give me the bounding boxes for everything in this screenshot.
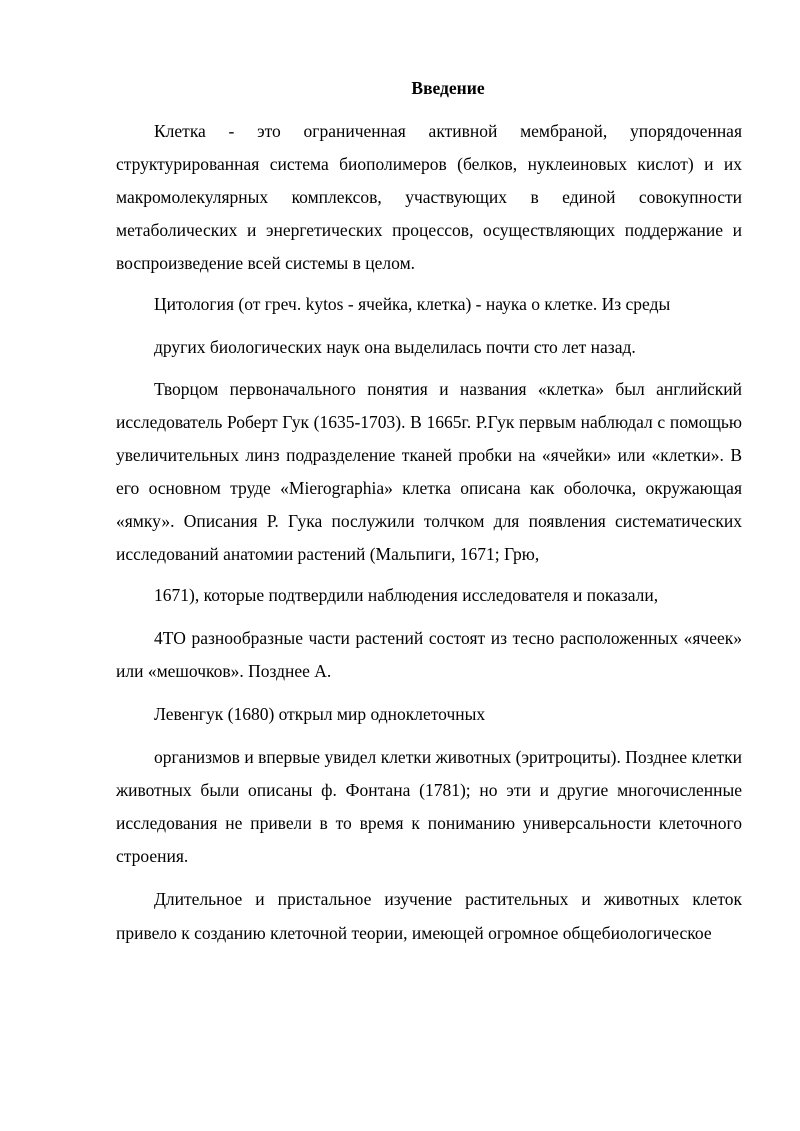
paragraph-animal-cells: организмов и впервые увидел клетки животных (эритроциты). Позднее клетки животных были описаны ф. Фонтана (1781); но эти и другие многочисленные исследования не привели в то время к пониманию универсальности клеточного строения. [116, 747, 742, 866]
paragraph-hooke: Творцом первоначального понятия и названия «клетка» был английский исследователь Роберт Гук (1635-1703). В 1665г. Р.Гук первым наблюдал с помощью увеличительных линз подразделение тканей пробки на «ячейки» или «клетки». В его основном труде «Mierographia» клетка описана как оболочка, окружающая «ямку». Описания Р. Гука послужили толчком для появления систематических исследований анатомии растений (Мальпиги, 1671; Грю, [116, 379, 742, 564]
paragraph-cytology-history: других биологических наук она выделилась почти сто лет назад. [154, 337, 636, 357]
paragraph-cytology-intro: Цитология (от греч. kytos - ячейка, клетка) - наука о клетке. Из среды [154, 294, 671, 314]
paragraph-plant-cells: 4ТО разнообразные части растений состоят из тесно расположенных «ячеек» или «мешочков». Позднее А. [116, 628, 742, 681]
paragraph-hooke-continued: 1671), которые подтвердили наблюдения исследователя и показали, [154, 585, 659, 605]
paragraph-cell-definition: Клетка - это ограниченная активной мембраной, упорядоченная структурированная система биополимеров (белков, нуклеиновых кислот) и их макромолекулярных комплексов, участвующих в единой совокупности метаболических и энергетических процессов, осуществляющих поддержание и воспроизведение всей системы в целом. [116, 121, 742, 273]
paragraph-leeuwenhoek: Левенгук (1680) открыл мир одноклеточных [154, 704, 486, 724]
paragraph-cell-theory: Длительное и пристальное изучение растительных и животных клеток привело к созданию клеточной теории, имеющей огромное общебиологическое [116, 889, 742, 943]
document-title: Введение [411, 78, 485, 98]
